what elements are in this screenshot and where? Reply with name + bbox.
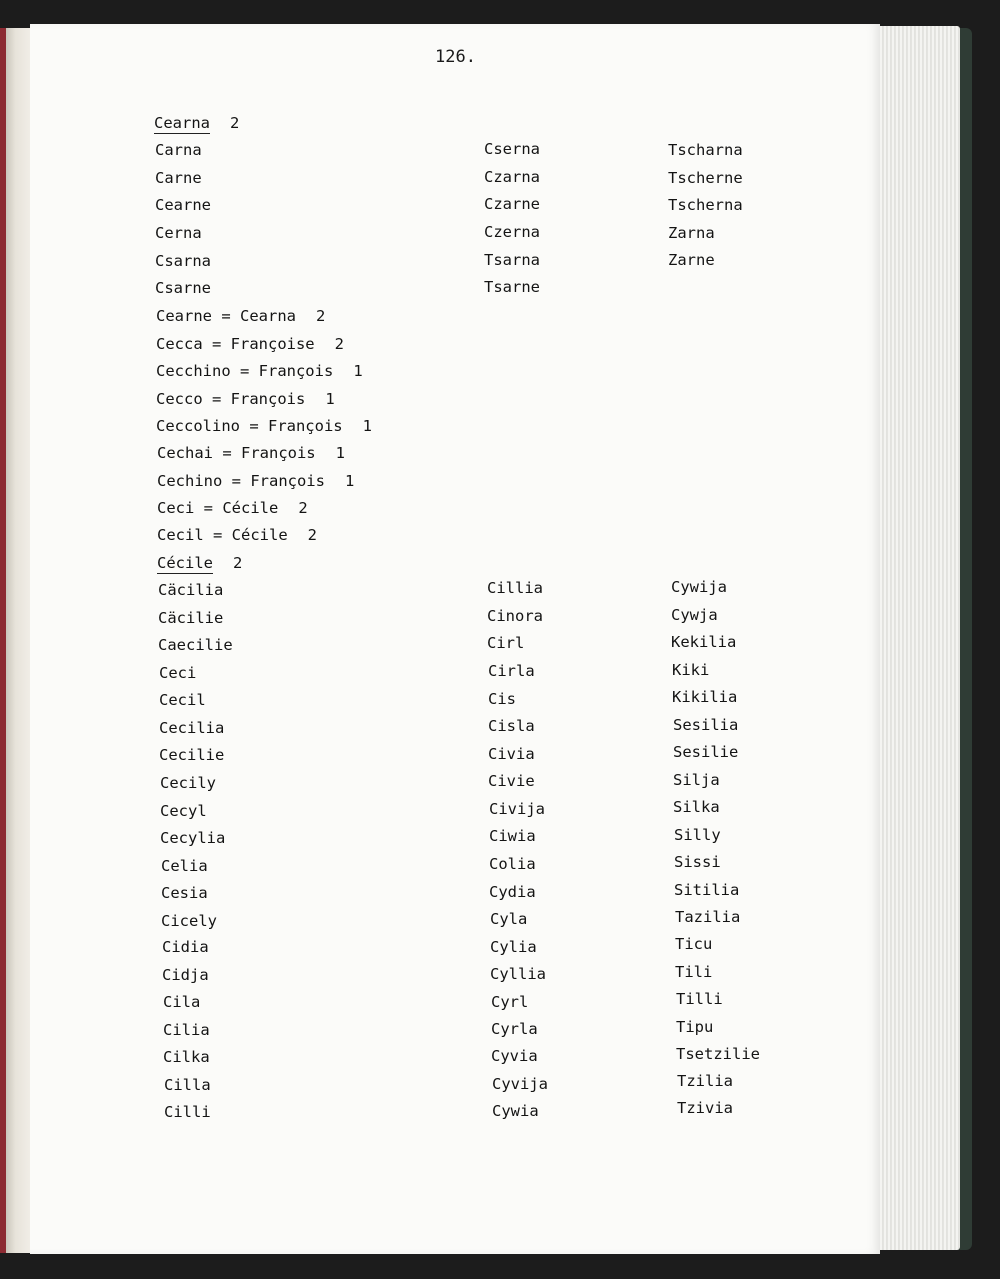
list-item: Cylia bbox=[490, 938, 537, 956]
equivalence-count: 1 bbox=[335, 444, 345, 462]
list-item: Csarna bbox=[155, 252, 211, 270]
equivalence-count: 2 bbox=[315, 307, 326, 325]
list-item: Cillia bbox=[487, 579, 543, 597]
list-item: Sesilia bbox=[673, 716, 739, 734]
list-item: Cäcilia bbox=[158, 581, 224, 599]
list-item: Cinora bbox=[487, 607, 543, 625]
equivalence-count: 2 bbox=[307, 526, 317, 544]
equivalence-text: Ceci = Cécile bbox=[157, 499, 279, 517]
list-item: Civija bbox=[489, 800, 545, 818]
equivalence-count: 1 bbox=[325, 390, 335, 408]
list-item: Cecylia bbox=[160, 829, 226, 847]
equivalence-line bbox=[157, 474, 354, 490]
list-item: Tsarne bbox=[484, 278, 540, 296]
list-item: Cesia bbox=[161, 884, 208, 902]
list-item: Celia bbox=[161, 857, 208, 875]
equivalence-text: Ceccolino = François bbox=[156, 417, 343, 435]
list-item: Tipu bbox=[676, 1018, 714, 1036]
page-number: 126. bbox=[435, 47, 476, 67]
section-heading bbox=[157, 556, 242, 572]
equivalence-line bbox=[156, 364, 363, 380]
list-item: Ciwia bbox=[489, 827, 536, 845]
list-item: Cearne bbox=[155, 196, 211, 214]
equivalence-text: Cecca = Françoise bbox=[156, 335, 315, 353]
list-item: Tzilia bbox=[677, 1072, 733, 1090]
list-item: Carne bbox=[155, 169, 202, 187]
list-item: Cirl bbox=[487, 634, 525, 652]
list-item: Cywija bbox=[671, 578, 727, 596]
list-item: Cserna bbox=[484, 140, 540, 158]
list-item: Cilla bbox=[164, 1076, 211, 1094]
list-item: Zarna bbox=[668, 224, 715, 242]
equivalence-line bbox=[157, 446, 345, 462]
list-item: Cis bbox=[488, 690, 516, 708]
list-item: Silly bbox=[674, 826, 721, 844]
list-item: Cyllia bbox=[490, 965, 546, 983]
equivalence-text: Cecco = François bbox=[156, 390, 306, 408]
list-item: Kikilia bbox=[672, 688, 738, 706]
list-item: Carna bbox=[155, 141, 202, 159]
list-item: Cilli bbox=[164, 1103, 211, 1121]
list-item: Kiki bbox=[672, 661, 710, 679]
list-item: Cecilie bbox=[159, 746, 225, 764]
list-item: Civie bbox=[488, 772, 535, 790]
list-item: Cicely bbox=[161, 912, 217, 930]
list-item: Sissi bbox=[674, 853, 721, 871]
heading-name: Cearna bbox=[154, 114, 210, 132]
list-item: Cecilia bbox=[159, 719, 225, 737]
equivalence-count: 2 bbox=[334, 335, 344, 353]
list-item: Tzivia bbox=[677, 1099, 733, 1117]
equivalence-count: 1 bbox=[344, 472, 355, 490]
list-item: Tazilia bbox=[675, 908, 741, 926]
equivalence-line bbox=[156, 309, 325, 325]
list-item: Sitilia bbox=[674, 881, 740, 899]
list-item: Csarne bbox=[155, 279, 211, 297]
equivalence-text: Cecil = Cécile bbox=[157, 526, 288, 544]
list-item: Czerna bbox=[484, 223, 540, 241]
list-item: Kekilia bbox=[671, 633, 737, 651]
list-item: Cyvija bbox=[492, 1075, 548, 1093]
list-item: Cilka bbox=[163, 1048, 210, 1066]
list-item: Czarna bbox=[484, 168, 540, 186]
list-item: Zarne bbox=[668, 251, 715, 269]
list-item: Tscherna bbox=[668, 196, 743, 214]
equivalence-line bbox=[156, 392, 335, 408]
list-item: Cecily bbox=[160, 774, 216, 792]
list-item: Cyrla bbox=[491, 1020, 538, 1038]
list-item: Cerna bbox=[155, 224, 202, 242]
list-item: Tilli bbox=[676, 990, 723, 1008]
list-item: Cyvia bbox=[491, 1047, 538, 1065]
equivalence-count: 1 bbox=[353, 362, 363, 380]
list-item: Cilia bbox=[163, 1021, 210, 1039]
list-item: Cirla bbox=[488, 662, 535, 680]
list-item: Cyrl bbox=[491, 993, 529, 1011]
list-item: Cecil bbox=[159, 691, 206, 709]
list-item: Czarne bbox=[484, 195, 540, 213]
list-item: Silka bbox=[673, 798, 720, 816]
equivalence-text: Cearne = Cearna bbox=[156, 307, 296, 325]
list-item: Cecyl bbox=[160, 802, 207, 820]
list-item: Ticu bbox=[675, 935, 713, 953]
equivalence-line bbox=[157, 501, 308, 517]
list-item: Cydia bbox=[489, 883, 536, 901]
list-item: Tili bbox=[675, 963, 713, 981]
list-item: Cäcilie bbox=[158, 609, 224, 627]
equivalence-text: Cechino = François bbox=[157, 472, 325, 490]
list-item: Tscharna bbox=[668, 141, 743, 159]
list-item: Colia bbox=[489, 855, 536, 873]
list-item: Cidia bbox=[162, 938, 209, 956]
list-item: Cyla bbox=[490, 910, 528, 928]
list-item: Sesilie bbox=[673, 743, 739, 761]
list-item: Cidja bbox=[162, 966, 209, 984]
list-item: Tscherne bbox=[668, 169, 743, 187]
list-item: Tsarna bbox=[484, 251, 540, 269]
equivalence-line bbox=[156, 419, 372, 435]
heading-count: 2 bbox=[233, 554, 243, 572]
page-stack-edge bbox=[868, 26, 960, 1250]
list-item: Cywia bbox=[492, 1102, 539, 1120]
list-item: Cywja bbox=[671, 606, 718, 624]
section-heading bbox=[154, 116, 239, 132]
equivalence-text: Cecchino = François bbox=[156, 362, 334, 380]
list-item: Cisla bbox=[488, 717, 535, 735]
list-item: Caecilie bbox=[158, 636, 233, 654]
heading-count: 2 bbox=[230, 114, 240, 132]
equivalence-line bbox=[157, 528, 317, 544]
list-item: Ceci bbox=[159, 664, 197, 682]
list-item: Tsetzilie bbox=[676, 1045, 760, 1063]
equivalence-count: 1 bbox=[362, 417, 372, 435]
equivalence-count: 2 bbox=[298, 499, 308, 517]
list-item: Silja bbox=[673, 771, 720, 789]
equivalence-line bbox=[156, 337, 344, 353]
heading-name: Cécile bbox=[157, 554, 213, 572]
equivalence-text: Cechai = François bbox=[157, 444, 316, 462]
list-item: Cila bbox=[163, 993, 201, 1011]
list-item: Civia bbox=[488, 745, 535, 763]
